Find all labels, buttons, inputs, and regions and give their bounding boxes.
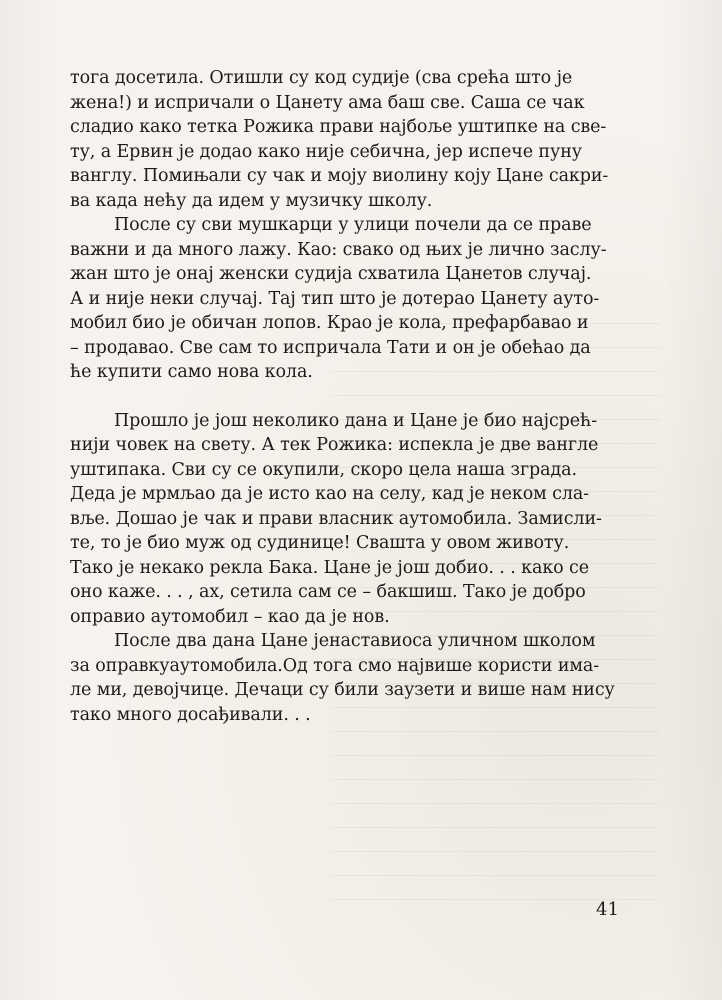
text-line: ва када нећу да идем у музичку школу. [70,190,433,211]
text-line: тако много досађивали. . . [70,704,311,725]
text-line: ту, а Ервин је додао како није себична, јер испече пуну [70,141,582,162]
text-line: А и није неки случај. Тај тип што је дотерао Цанету ауто- [70,288,600,309]
text-line: Тако је некако рекла Бака. Цане је још добио. . . како се [70,557,590,578]
text-line: мобил био је обичан лопов. Крао је кола, префарбавао и [70,313,589,333]
text-line: жан што је онај женски судија схватила Цанетов случај. [70,264,592,284]
paragraph-gap [70,385,615,409]
paragraph [70,213,615,385]
text-line: После су сви мушкарци у улици почели да се праве [114,215,592,235]
text-line: Деда је мрмљао да је исто као на селу, кад је неком сла- [70,484,589,504]
text-line: тога досетила. Отишли су код судије (сва срећа што је [70,68,573,88]
text-line: – продавао. Све сам то испричала Тати и он је обећао да [70,337,591,358]
text-line: ле ми, девојчице. Дечаци су били заузети и више нам нису [70,680,615,700]
text-line: Прошло је још неколико дана и Цане је био најсрећ- [114,410,598,431]
paragraph [70,409,615,630]
text-line: вље. Дошао је чак и прави власник аутомобила. Замисли- [70,508,602,529]
text-line: оправио аутомобил – као да је нов. [70,606,390,627]
text-line: важни и да много лажу. Као: свако од њих је лично заслу- [70,239,607,260]
page-number: 41 [596,899,619,920]
text-line: жена!) и испричали о Цанету ама баш све. Саша се чак [70,92,585,113]
paragraph [70,629,615,727]
text-line: уштипака. Сви су се окупили, скоро цела наша зграда. [70,459,577,480]
text-line: те, то је био муж од судинице! Свашта у овом животу. [70,533,570,553]
text-line: ће купити само нова кола. [70,362,313,382]
text-line: ванглу. Помињали су чак и моју виолину коју Цане сакри- [70,166,609,186]
text-line: оно каже. . . , ах, сетила сам се – бакшиш. Тако је добро [70,582,586,602]
body-text [70,66,615,727]
text-line: за оправкуаутомобила.Од тога смо највише користи има- [70,655,600,676]
text-line: нији човек на свету. А тек Рожика: испекла је две вангле [70,435,599,455]
text-line: После два дана Цане јенаставиосa уличном школом [114,631,596,651]
text-line: сладио како тетка Рожика прави најбоље уштипке на све- [70,117,607,137]
paragraph [70,66,615,213]
